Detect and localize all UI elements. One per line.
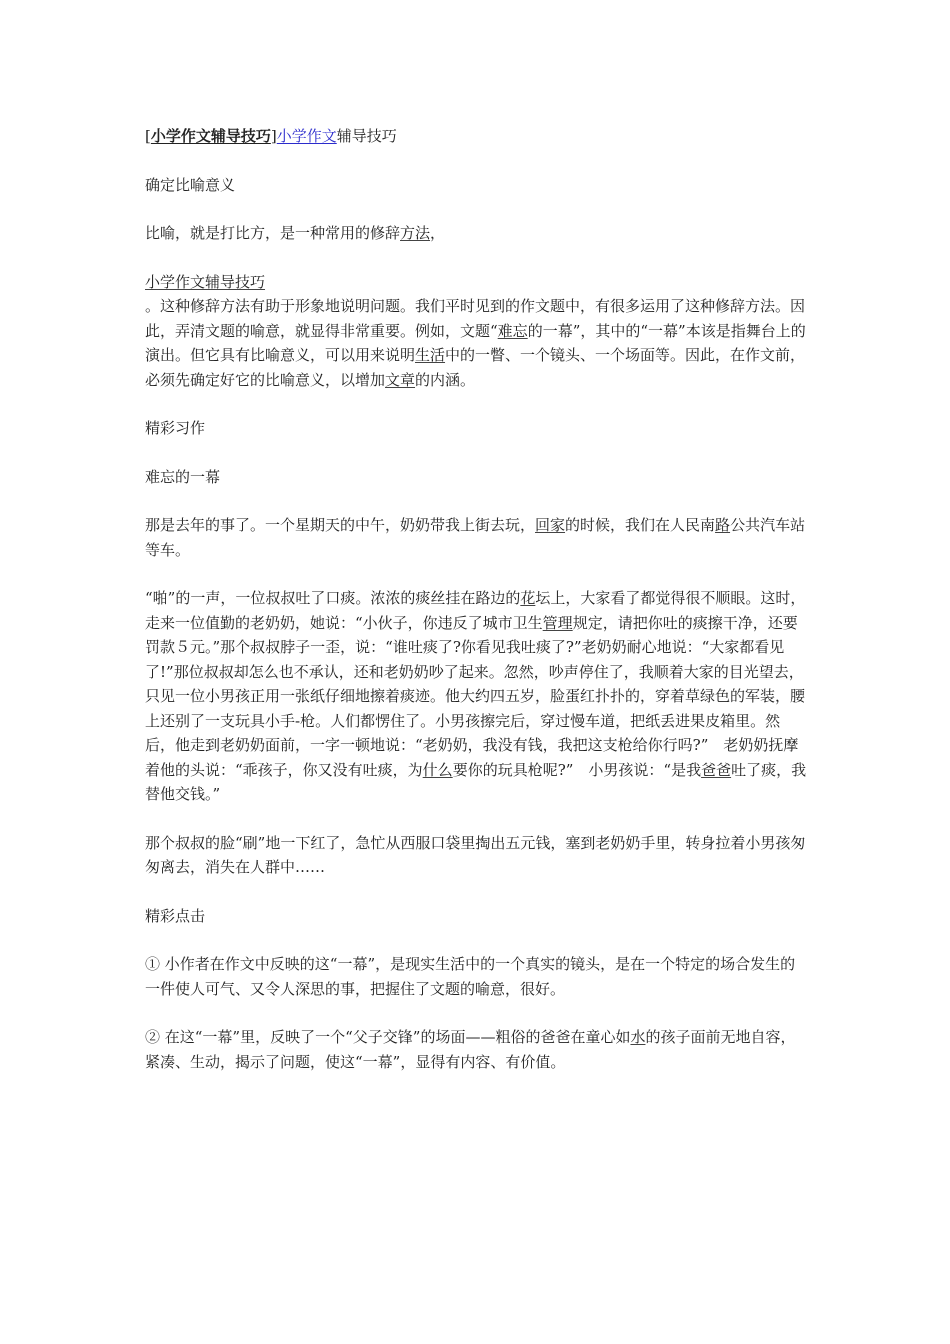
comment-1: ① 小作者在作文中反映的这“一幕”，是现实生活中的一个真实的镜头，是在一个特定的场合发生的一件使人可气、又令人深思的事，把握住了文题的喻意，很好。 <box>145 955 796 998</box>
subtitle-link-line <box>145 270 810 295</box>
link-dad[interactable]: 爸爸 <box>701 760 732 779</box>
bracket-close: ] <box>270 127 277 145</box>
title-line <box>145 124 810 149</box>
essay-paragraph-2: “啪”的一声，一位叔叔吐了口痰。浓浓的痰丝挂在路边的花坛上，大家看了都觉得很不顺眼。这时，走来一位值勤的老奶奶，她说：“小伙子，你违反了城市卫生管理规定，请把你吐的痰擦干净，还要罚款５元。”那个叔叔脖子一歪，说：“谁吐痰了?你看见我吐痰了?”老奶奶耐心地说：“大家都看见了!”那位叔叔却怎么也不承认，还和老奶奶吵了起来。忽然，吵声停住了，我顺着大家的目光望去，只见一位小男孩正用一张纸仔细地擦着痰迹。他大约四五岁，脸蛋红扑扑的，穿着草绿色的军装，腰上还别了一支玩具小手-枪。人们都愣住了。小男孩擦完后，穿过慢车道，把纸丢进果皮箱里。然后，他走到老奶奶面前，一字一顿地说：“老奶奶，我没有钱，我把这支枪给你行吗?” 老奶奶抚摩着他的头说：“乖孩子，你又没有吐痰，为什么要你的玩具枪呢?” 小男孩说：“是我爸爸吐了痰，我替他交钱。” <box>145 589 807 803</box>
link-life[interactable]: 生活 <box>415 346 446 364</box>
essay-paragraph-3: 那个叔叔的脸“刷”地一下红了，急忙从西服口袋里掏出五元钱，塞到老奶奶手里，转身拉着小男孩匆匆离去，消失在人群中…… <box>145 833 806 876</box>
bracket-open: [ <box>145 127 151 145</box>
paragraph-explanation: 。这种修辞方法有助于形象地说明问题。我们平时见到的作文题中，有很多运用了这种修辞方法。因此，弄清文题的喻意，就显得非常重要。例如，文题“难忘的一幕”，其中的“一幕”本该是指舞台上的演出。但它具有比喻意义，可以用来说明生活中的一瞥、一个镜头、一个场面等。因此，在作文前，必须先确定好它的比喻意义，以增加文章的内涵。 <box>145 297 806 389</box>
link-method[interactable]: 方法 <box>400 224 431 242</box>
link-go-home[interactable]: 回家 <box>535 516 566 534</box>
heading-highlights: 精彩点击 <box>145 906 206 925</box>
title-blue-link[interactable]: 小学作文 <box>276 127 337 145</box>
link-management[interactable]: 管理 <box>542 613 573 632</box>
document-body <box>145 124 810 1098</box>
essay-title: 难忘的一幕 <box>145 467 221 486</box>
link-article[interactable]: 文章 <box>385 370 416 389</box>
essay-paragraph-1: 那是去年的事了。一个星期天的中午，奶奶带我上街去玩，回家的时候，我们在人民南路公共汽车站等车。 <box>145 516 806 559</box>
link-flower[interactable]: 花 <box>520 589 536 607</box>
link-unforgettable[interactable]: 难忘 <box>497 321 528 340</box>
title-bold-link[interactable]: 小学作文辅导技巧 <box>150 127 271 145</box>
heading-excellent-work: 精彩习作 <box>145 419 206 437</box>
link-water[interactable]: 水 <box>630 1028 646 1046</box>
link-tips[interactable]: 小学作文辅导技巧 <box>145 272 266 291</box>
link-road[interactable]: 路 <box>715 516 731 534</box>
paragraph-definition: 比喻，就是打比方，是一种常用的修辞方法， <box>145 224 446 242</box>
comment-2: ② 在这“一幕”里，反映了一个“父子交锋”的场面——粗俗的爸爸在童心如水的孩子面前无地自容，紧凑、生动，揭示了问题，使这“一幕”，显得有内容、有价值。 <box>145 1028 796 1071</box>
heading-metaphor: 确定比喻意义 <box>145 175 236 194</box>
title-rest: 辅导技巧 <box>336 127 397 145</box>
link-why[interactable]: 什么 <box>422 760 453 779</box>
